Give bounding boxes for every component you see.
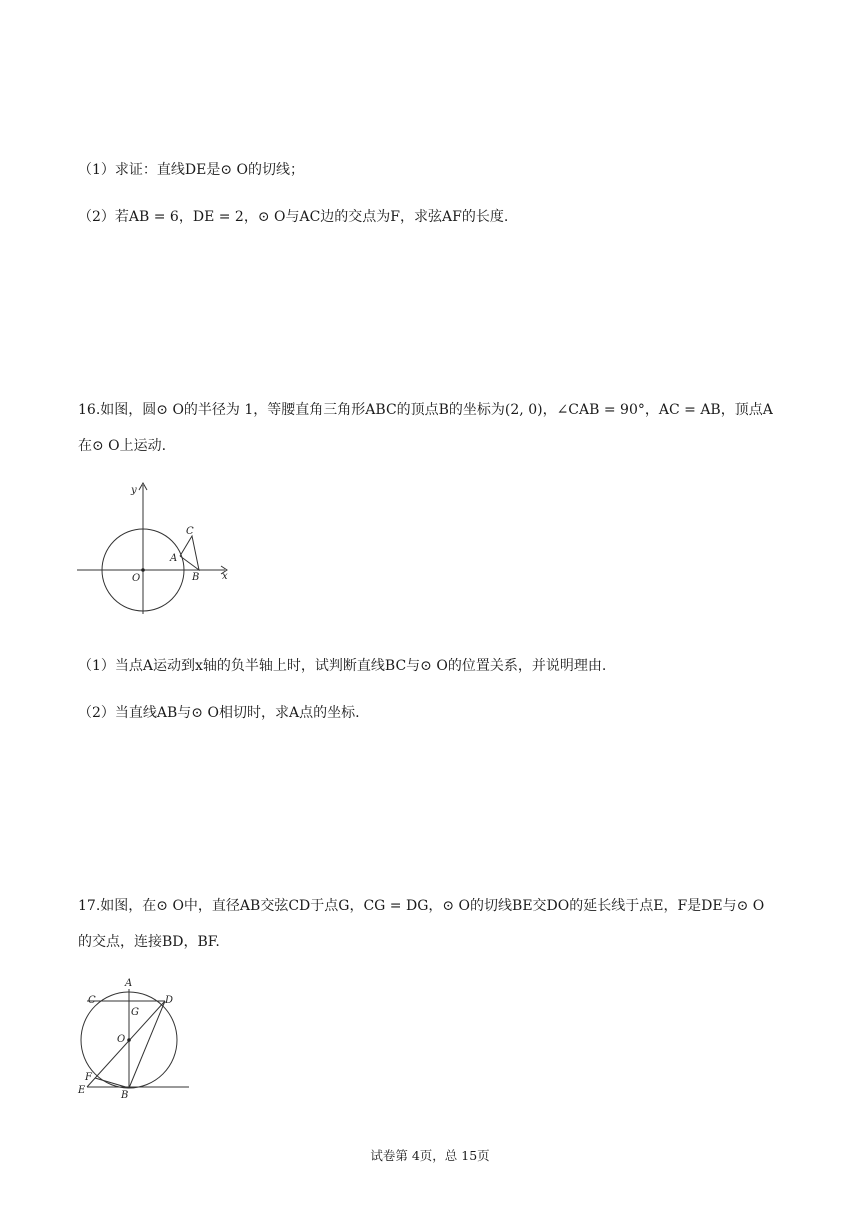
q17-label-G: G bbox=[131, 1007, 139, 1018]
q16-label-B: B bbox=[192, 572, 200, 583]
q17-figure bbox=[75, 975, 195, 1105]
q17-label-F: F bbox=[85, 1072, 92, 1083]
q16-part2: （2）当直线AB与⊙ O相切时，求A点的坐标. bbox=[78, 705, 360, 721]
q17-stem-line1: 17.如图，在⊙ O中，直径AB交弦CD于点G，CG = DG，⊙ O的切线BE交DO的延长线于点E，F是DE与⊙ O bbox=[78, 898, 765, 914]
q17-stem-line2: 的交点，连接BD，BF. bbox=[78, 934, 220, 950]
q17-label-C: C bbox=[88, 995, 96, 1006]
q17-label-A: A bbox=[125, 978, 133, 989]
q16-figure bbox=[75, 480, 240, 615]
q17-label-D: D bbox=[165, 995, 174, 1006]
q15-part2: （2）若AB = 6，DE = 2，⊙ O与AC边的交点为F，求弦AF的长度. bbox=[78, 209, 509, 225]
q17-label-E: E bbox=[78, 1085, 86, 1096]
q17-label-O: O bbox=[117, 1034, 126, 1045]
q16-label-y: y bbox=[131, 485, 137, 496]
q16-label-A: A bbox=[170, 553, 178, 564]
page-footer: 试卷第 4页，总 15页 bbox=[370, 1148, 490, 1163]
q16-label-x: x bbox=[222, 571, 228, 582]
q16-stem-line1: 16.如图，圆⊙ O的半径为 1，等腰直角三角形ABC的顶点B的坐标为(2, 0)，∠CAB = 90°，AC = AB，顶点A bbox=[78, 402, 773, 418]
q16-stem-line2: 在⊙ O上运动. bbox=[78, 438, 167, 454]
q16-part1: （1）当点A运动到x轴的负半轴上时，试判断直线BC与⊙ O的位置关系，并说明理由. bbox=[78, 658, 607, 674]
q16-label-O: O bbox=[132, 573, 141, 584]
q15-part1: （1）求证：直线DE是⊙ O的切线； bbox=[78, 162, 305, 178]
q16-label-C: C bbox=[186, 526, 194, 537]
q17-label-B: B bbox=[121, 1090, 129, 1101]
